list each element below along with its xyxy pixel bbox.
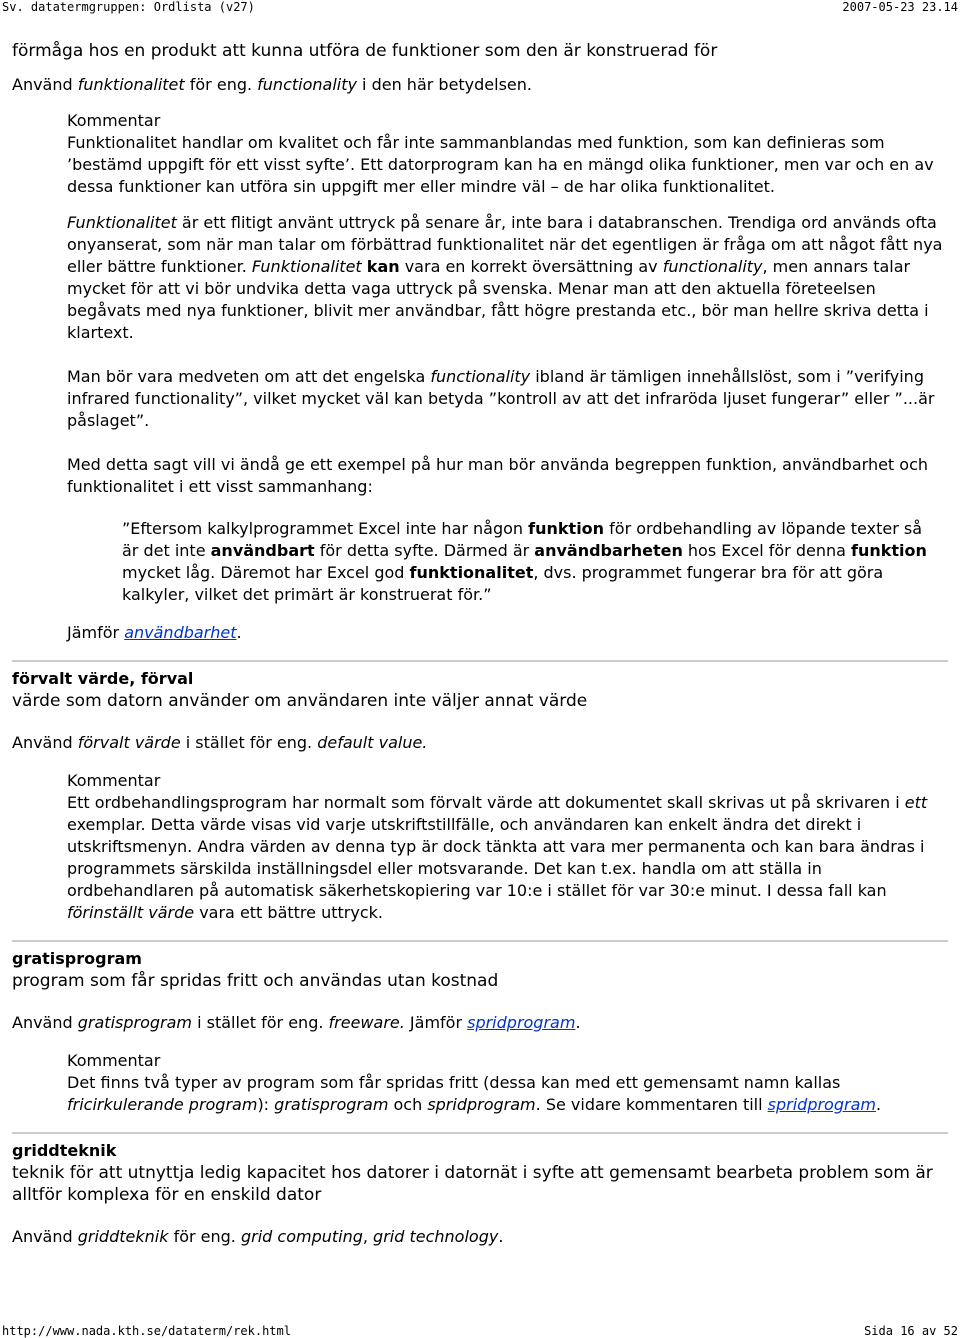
comment-paragraph: Med detta sagt vill vi ändå ge ett exempel på hur man bör använda begreppen funktion, användbarhet och funktionalitet i ett visst sammanhang: [67, 455, 929, 496]
link-anvandbarhet[interactable]: användbarhet [124, 623, 237, 642]
comment-paragraph: Det finns två typer av program som får spridas fritt (dessa kan med ett gemensamt namn kallas fricirkulerande program): gratisprogram och spridprogram. Se vidare kommentaren till spridprogram. [67, 1073, 882, 1114]
term-definition: värde som datorn använder om användaren inte väljer annat värde [12, 691, 588, 711]
header-timestamp: 2007-05-23 23.14 [842, 0, 958, 14]
comment-paragraph: Funktionalitet handlar om kvalitet och får inte sammanblandas med funktion, som kan definieras som ’bestämd uppgift för ett visst syfte’. Ett datorprogram kan ha en mängd olika funktioner, men var och en av dessa funktioner kan utföra sin uppgift mer eller mindre väl – de har olika funktionalitet. [67, 133, 934, 196]
footer-page-number: Sida 16 av 52 [864, 1324, 958, 1338]
comment-paragraph: Funktionalitet är ett flitigt använt uttryck på senare år, inte bara i databranschen. Trendiga ord används ofta onyanserat, som när man talar om förbättrad funktionalitet när det egentligen är fråga om att något fått nya eller bättre funktioner. Funktionalitet kan vara en korrekt översättning av functionality, men annars talar mycket för att vi bör undvika detta vaga uttryck på svenska. Menar man att den aktuella företeelsen begåvats med nya funktioner, blivit mer användbar, fått högre prestanda etc., bör man hellre skriva detta i klartext. [67, 213, 943, 342]
term-usage: Använd griddteknik för eng. grid computing, grid technology. [12, 1227, 504, 1246]
term-definition: teknik för att utnyttja ledig kapacitet hos datorer i datornät i syfte att gemensamt bearbeta problem som är alltför komplexa för en enskild dator [12, 1163, 933, 1205]
funktionalitet-definition: förmåga hos en produkt att kunna utföra de funktioner som den är konstruerad för [12, 41, 718, 61]
glossary-content [12, 40, 948, 1248]
entry-divider [12, 660, 948, 662]
term-heading: förvalt värde, förval [12, 669, 194, 688]
footer-url: http://www.nada.kth.se/dataterm/rek.html [2, 1324, 291, 1338]
header-title: Sv. datatermgruppen: Ordlista (v27) [2, 0, 255, 14]
kommentar-heading: Kommentar [67, 111, 161, 130]
term-usage: Använd förvalt värde i stället för eng. default value. [12, 733, 428, 752]
term-heading: griddteknik [12, 1141, 117, 1160]
example-quote: ”Eftersom kalkylprogrammet Excel inte har någon funktion för ordbehandling av löpande texter så är det inte användbart för detta syfte. Därmed är användbarheten hos Excel för denna funktion mycket låg. Däremot har Excel god funktionalitet, dvs. programmet fungerar bra för att göra kalkyler, vilket det primärt är konstruerat för.” [122, 519, 927, 604]
comment-paragraph: Ett ordbehandlingsprogram har normalt som förvalt värde att dokumentet skall skrivas ut på skrivaren i ett exemplar. Detta värde visas vid varje utskriftstillfälle, och användaren kan enkelt ändra det direkt i utskriftsmenyn. Andra värden av denna typ är dock tänkta att vara mer permanenta och kan bara ändras i programmets särskilda inställningsdel eller motsvarande. Det kan t.ex. handla om att ställa in ordbehandlaren på automatisk säkerhetskopiering var 10:e i stället för var 30:e minut. I dessa fall kan förinställt värde vara ett bättre uttryck. [67, 793, 928, 922]
link-spridprogram[interactable]: spridprogram [767, 1095, 876, 1114]
entry-divider [12, 1132, 948, 1134]
term-usage: Använd gratisprogram i stället för eng. freeware. Jämför spridprogram. [12, 1013, 581, 1032]
term-definition: program som får spridas fritt och användas utan kostnad [12, 971, 499, 991]
term-heading: gratisprogram [12, 949, 142, 968]
kommentar-heading: Kommentar [67, 771, 161, 790]
comment-paragraph: Man bör vara medveten om att det engelska functionality ibland är tämligen innehållslöst, som i ”verifying infrared functionality”, vilket mycket väl kan betyda ”kontroll av att det infraröda ljuset fungerar” eller ”...är påslaget”. [67, 367, 935, 430]
entry-divider [12, 940, 948, 942]
link-spridprogram[interactable]: spridprogram [467, 1013, 576, 1032]
kommentar-heading: Kommentar [67, 1051, 161, 1070]
compare-line: Jämför användbarhet. [67, 623, 242, 642]
funktionalitet-usage: Använd funktionalitet för eng. functionality i den här betydelsen. [12, 75, 532, 94]
